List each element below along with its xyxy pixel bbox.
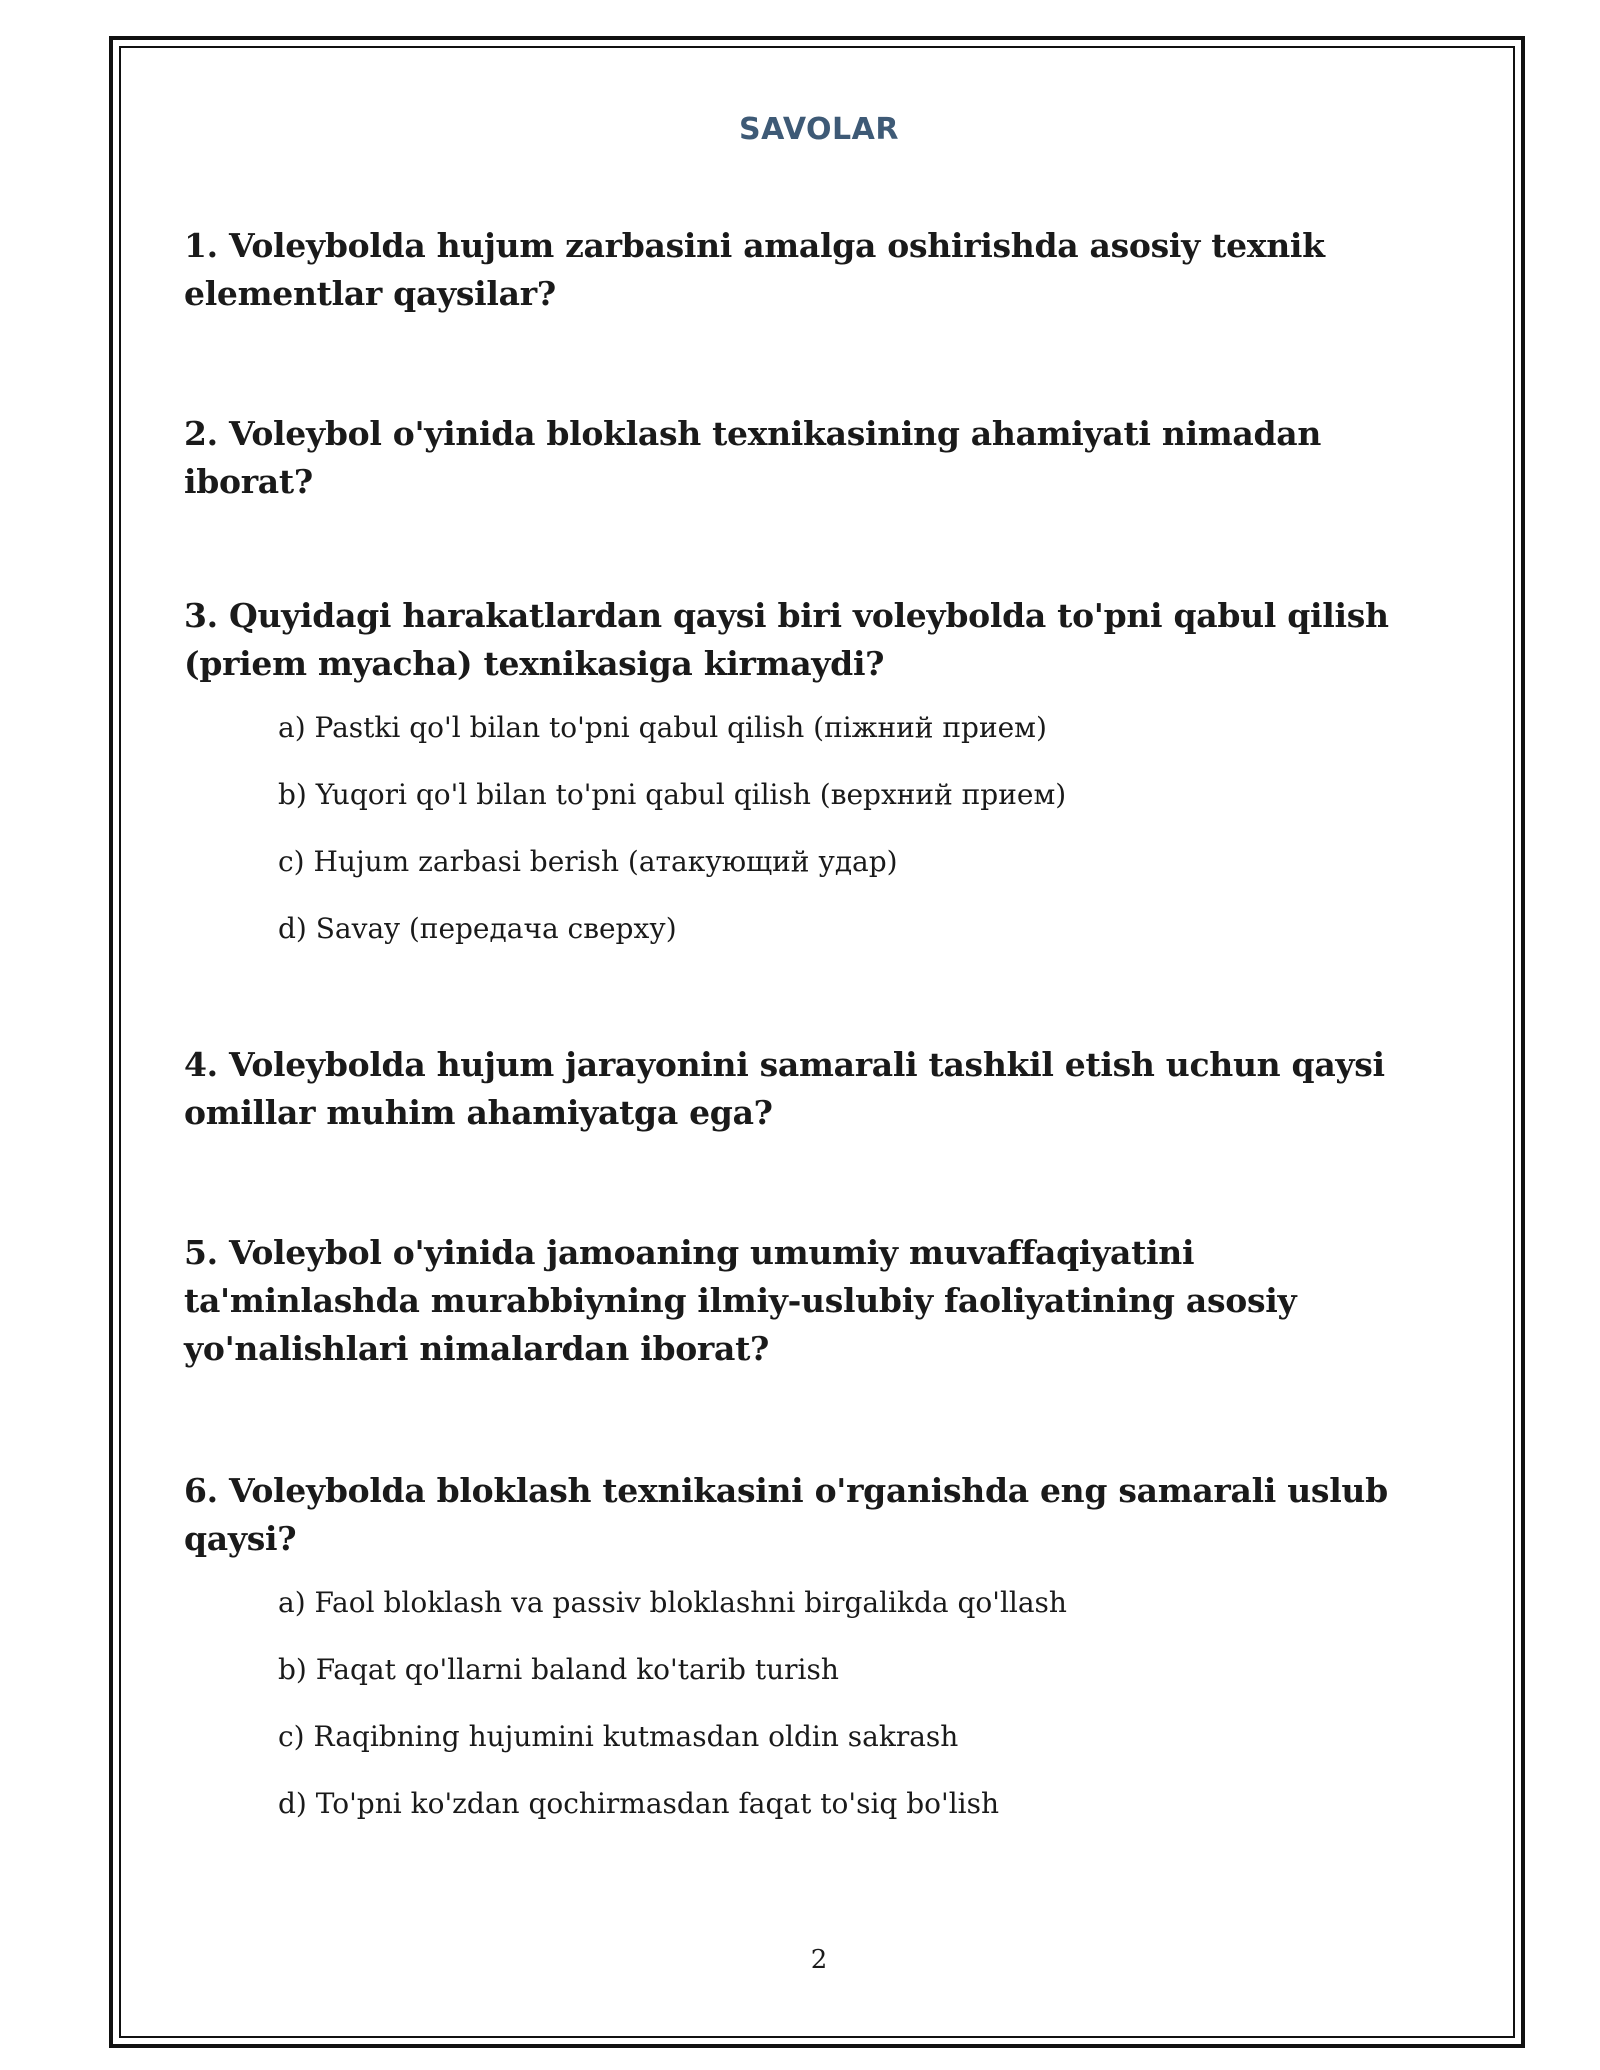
questions-list <box>184 222 1424 1826</box>
question-3: 3. Quyidagi harakatlardan qaysi biri voleybolda to'pni qabul qilish (priem myacha) texnikasiga kirmaydi? <box>184 596 1389 683</box>
question-6-option-a: a) Faol bloklash va passiv bloklashni birgalikda qo'llash <box>278 1586 1067 1619</box>
question-3-option-a: a) Pastki qo'l bilan to'pni qabul qilish (піжний прием) <box>278 711 1047 744</box>
question-6-option-d: d) To'pni ko'zdan qochirmasdan faqat to'siq bo'lish <box>278 1787 1000 1820</box>
page-title: SAVOLAR <box>739 112 899 147</box>
question-3-options <box>278 706 1424 951</box>
question-3-option-c: c) Hujum zarbasi berish (атакующий удар) <box>278 845 898 878</box>
question-6-option-c: c) Raqibning hujumini kutmasdan oldin sakrash <box>278 1720 959 1753</box>
question-1: 1. Voleybolda hujum zarbasini amalga oshirishda asosiy texnik elementlar qaysilar? <box>184 226 1325 313</box>
question-5: 5. Voleybol o'yinida jamoaning umumiy muvaffaqiyatini ta'minlashda murabbiyning ilmiy-uslubiy faoliyatining asosiy yo'nalishlari nimalardan iborat? <box>184 1233 1297 1368</box>
page-number: 2 <box>810 1945 828 1975</box>
question-3-option-b: b) Yuqori qo'l bilan to'pni qabul qilish (верхний прием) <box>278 778 1067 811</box>
question-3-option-d: d) Savay (передача сверху) <box>278 912 677 945</box>
question-4: 4. Voleybolda hujum jarayonini samarali tashkil etish uchun qaysi omillar muhim ahamiyatga ega? <box>184 1045 1385 1132</box>
question-6: 6. Voleybolda bloklash texnikasini o'rganishda eng samarali uslub qaysi? <box>184 1471 1388 1558</box>
question-6-option-b: b) Faqat qo'llarni baland ko'tarib turish <box>278 1653 839 1686</box>
question-2: 2. Voleybol o'yinida bloklash texnikasining ahamiyati nimadan iborat? <box>184 414 1322 501</box>
question-6-options <box>278 1581 1424 1826</box>
